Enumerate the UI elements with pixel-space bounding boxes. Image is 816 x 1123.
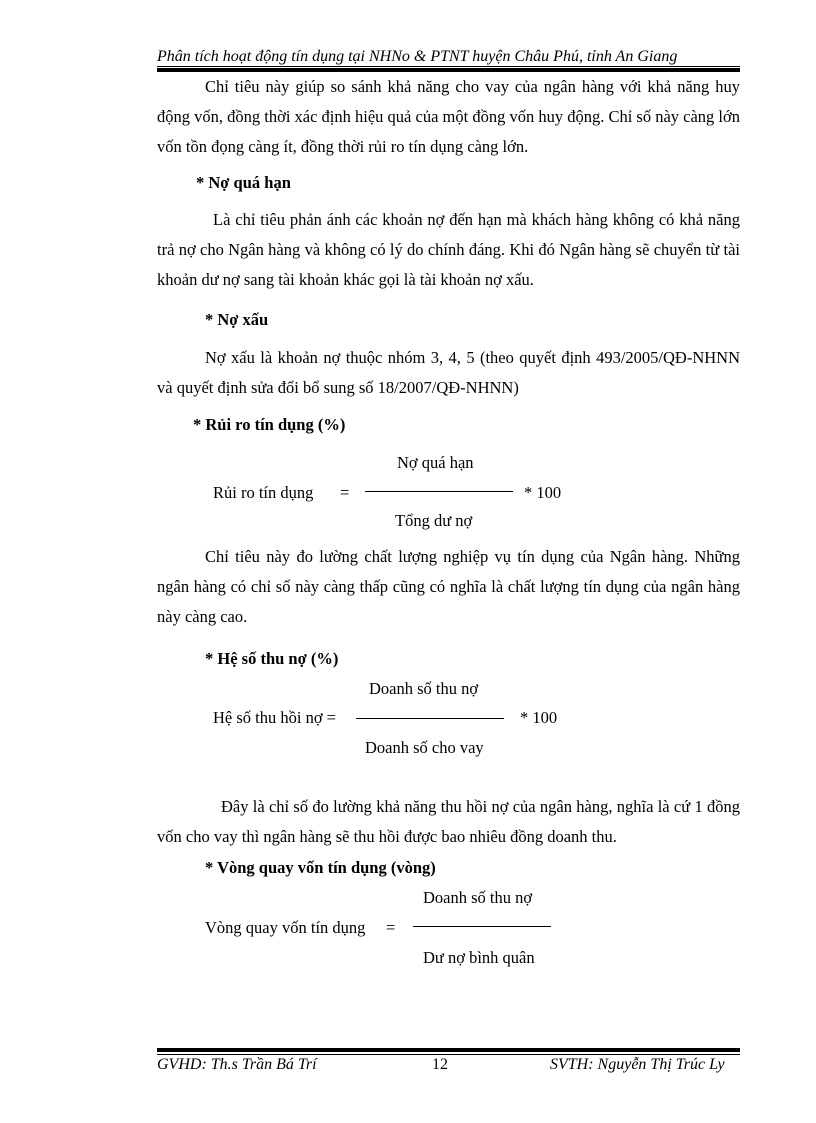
fraction-bar (365, 491, 513, 492)
denominator: Tổng dư nợ (395, 511, 473, 530)
lhs: Rủi ro tín dụng (213, 483, 314, 502)
fraction-bar (356, 718, 504, 719)
denominator: Doanh số cho vay (365, 738, 484, 757)
footer-student: SVTH: Nguyễn Thị Trúc Ly (550, 1056, 725, 1073)
header-rule-thin (157, 66, 740, 67)
heading-he-so: * Hệ số thu nợ (%) (205, 649, 339, 668)
footer-advisor: GVHD: Th.s Trần Bá Trí (157, 1056, 317, 1073)
numerator: Doanh số thu nợ (369, 679, 479, 698)
denominator: Dư nợ bình quân (423, 948, 535, 967)
paragraph-5: Đây là chỉ số đo lường khả năng thu hồi nợ của ngân hàng, nghĩa là cứ 1 đồng vốn cho vay thì ngân hàng sẽ thu hồi được bao nhiêu đồng doanh thu. (157, 797, 740, 846)
paragraph-1: Chỉ tiêu này giúp so sánh khả năng cho vay của ngân hàng với khả năng huy động vốn, đồng thời xác định hiệu quả của một đồng vốn huy động. Chỉ số này càng lớn vốn tồn đọng càng ít, đồng thời rủi ro tín dụng càng lớn. (157, 77, 740, 156)
lhs: Vòng quay vốn tín dụng (205, 918, 366, 937)
factor: * 100 (520, 708, 558, 727)
page-number: 12 (432, 1056, 448, 1073)
heading-vong-quay: * Vòng quay vốn tín dụng (vòng) (205, 858, 436, 877)
paragraph-4: Chỉ tiêu này đo lường chất lượng nghiệp vụ tín dụng của Ngân hàng. Những ngân hàng có chỉ số này càng thấp cũng có nghĩa là chất lượng tín dụng của ngân hàng này càng cao. (157, 547, 740, 626)
paragraph-2: Là chỉ tiêu phản ánh các khoản nợ đến hạn mà khách hàng không có khả năng trả nợ cho Ngân hàng và không có lý do chính đáng. Khi đó Ngân hàng sẽ chuyển từ tài khoản dư nợ sang tài khoản khác gọi là tài khoản nợ xấu. (157, 210, 740, 289)
page-header-title: Phân tích hoạt động tín dụng tại NHNo & PTNT huyện Châu Phú, tỉnh An Giang (157, 48, 678, 65)
equals: = (340, 483, 350, 502)
paragraph-3: Nợ xấu là khoản nợ thuộc nhóm 3, 4, 5 (theo quyết định 493/2005/QĐ-NHNN và quyết định sửa đổi bổ sung số 18/2007/QĐ-NHNN) (157, 348, 740, 397)
lhs: Hệ số thu hồi nợ = (213, 708, 336, 727)
fraction-bar (413, 926, 551, 927)
numerator: Nợ quá hạn (397, 453, 474, 472)
factor: * 100 (524, 483, 562, 502)
footer-rule-thin (157, 1054, 740, 1055)
heading-rui-ro: * Rủi ro tín dụng (%) (193, 415, 346, 434)
equals: = (386, 918, 396, 937)
heading-no-qua-han: * Nợ quá hạn (196, 173, 291, 192)
heading-no-xau: * Nợ xấu (205, 310, 269, 329)
footer-rule-thick (157, 1048, 740, 1052)
numerator: Doanh số thu nợ (423, 888, 533, 907)
